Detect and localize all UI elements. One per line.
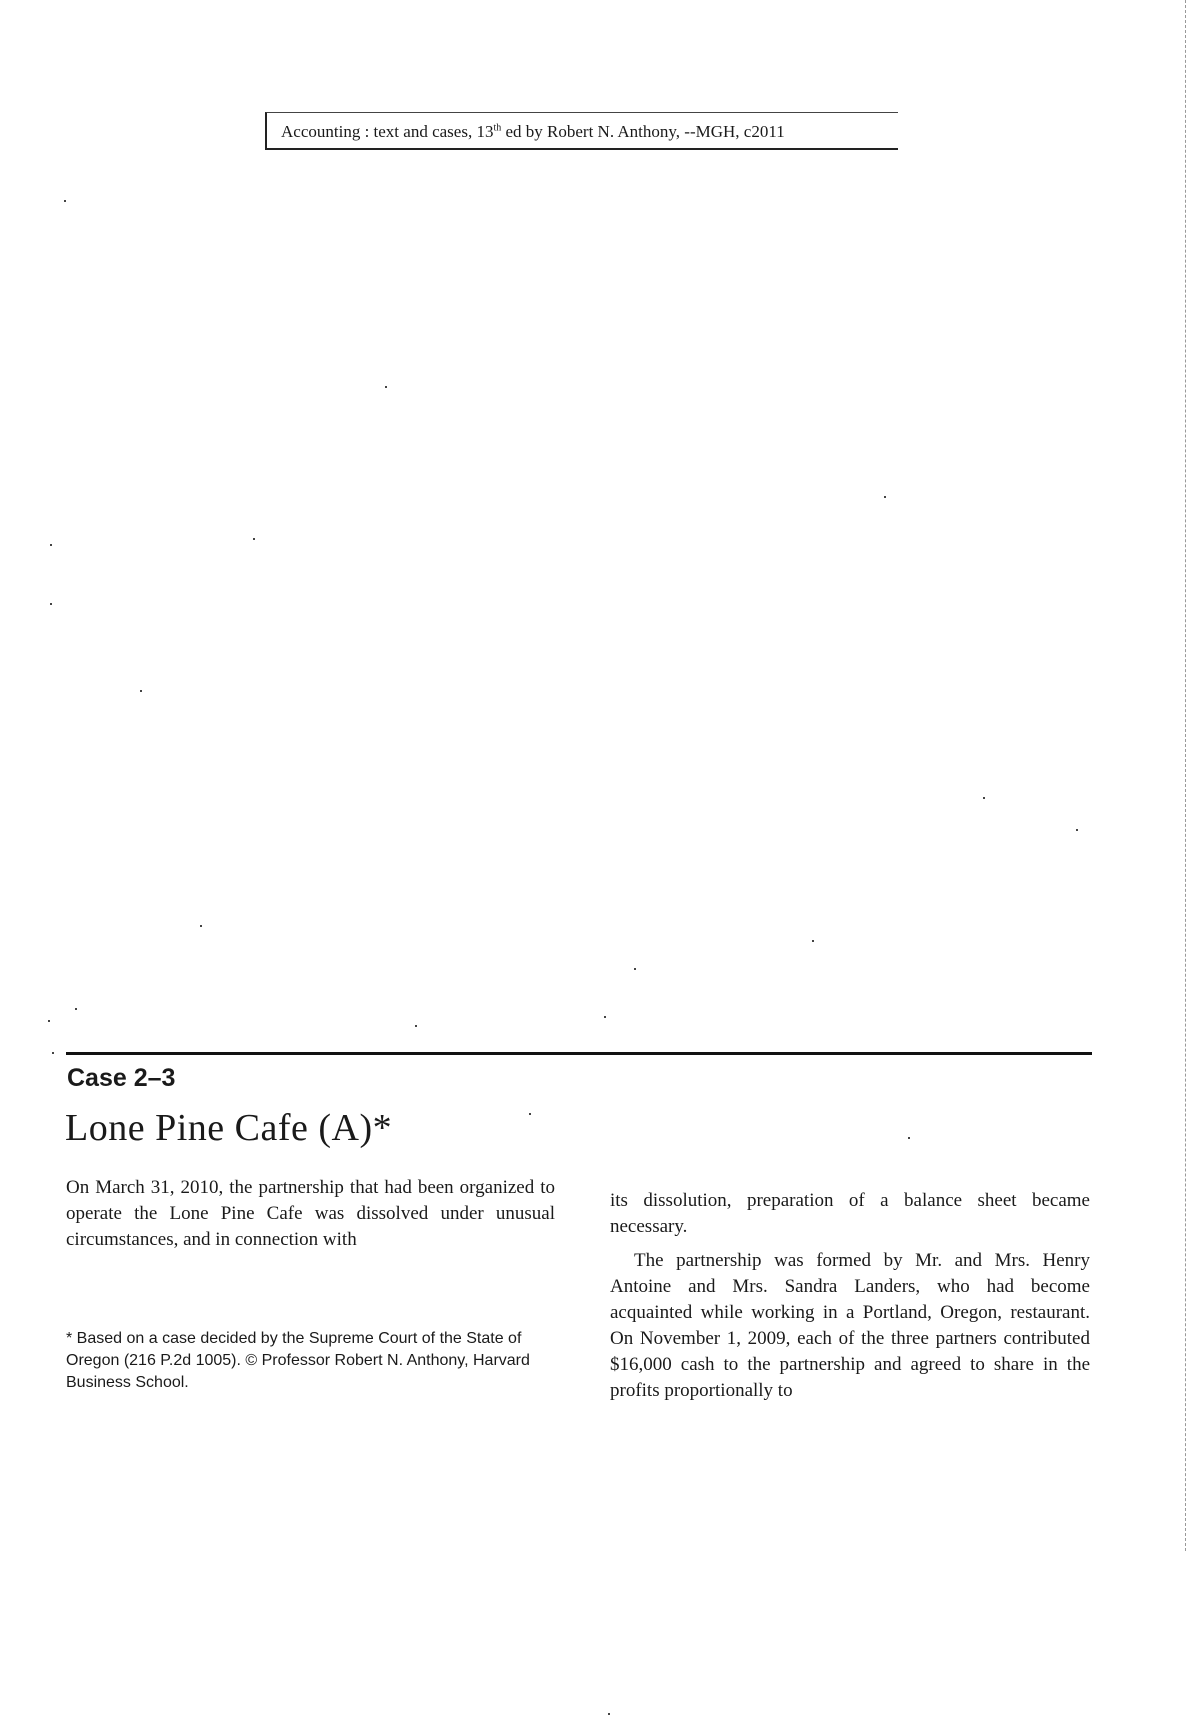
scan-speck	[908, 1137, 910, 1139]
left-paragraph: On March 31, 2010, the partnership that had been organized to operate the Lone Pine Cafe was dissolved under unusual circumstances, and in connection with	[66, 1177, 555, 1250]
footnote: * Based on a case decided by the Supreme Court of the State of Oregon (216 P.2d 1005). © Professor Robert N. Anthony, Harvard Business School.	[66, 1330, 530, 1391]
scan-speck	[64, 200, 66, 202]
scan-speck	[634, 968, 636, 970]
scan-speck	[140, 690, 142, 692]
scan-speck	[50, 603, 52, 605]
scan-speck	[1076, 829, 1078, 831]
scan-edge	[1185, 0, 1186, 1551]
scan-speck	[385, 386, 387, 388]
citation-header	[265, 112, 898, 150]
scan-speck	[52, 1052, 54, 1054]
scan-speck	[200, 925, 202, 927]
scan-speck	[75, 1008, 77, 1010]
citation-superscript: th	[493, 122, 502, 134]
right-paragraph-1: its dissolution, preparation of a balance sheet became necessary.	[610, 1190, 1090, 1237]
case-number: Case 2–3	[67, 1064, 176, 1092]
scan-speck	[983, 797, 985, 799]
body-column-right	[610, 1188, 1090, 1404]
scan-speck	[48, 1020, 50, 1022]
case-title: Lone Pine Cafe (A)*	[65, 1107, 393, 1149]
scan-speck	[884, 496, 886, 498]
scan-speck	[415, 1025, 417, 1027]
section-rule	[66, 1052, 1092, 1055]
scan-speck	[50, 544, 52, 546]
citation-prefix: Accounting : text and cases, 13	[281, 122, 494, 141]
scan-speck	[253, 538, 255, 540]
scan-speck	[604, 1016, 606, 1018]
right-paragraph-2: The partnership was formed by Mr. and Mrs. Henry Antoine and Mrs. Sandra Landers, who had become acquainted while working in a Portland, Oregon, restaurant. On November 1, 2009, each of the three partners contributed $16,000 cash to the partnership and agreed to share in the profits proportionally to	[610, 1250, 1090, 1401]
scan-speck	[812, 940, 814, 942]
scan-speck	[529, 1113, 531, 1115]
citation-suffix: ed by Robert N. Anthony, --MGH, c2011	[501, 122, 785, 141]
body-column-left	[66, 1175, 555, 1253]
